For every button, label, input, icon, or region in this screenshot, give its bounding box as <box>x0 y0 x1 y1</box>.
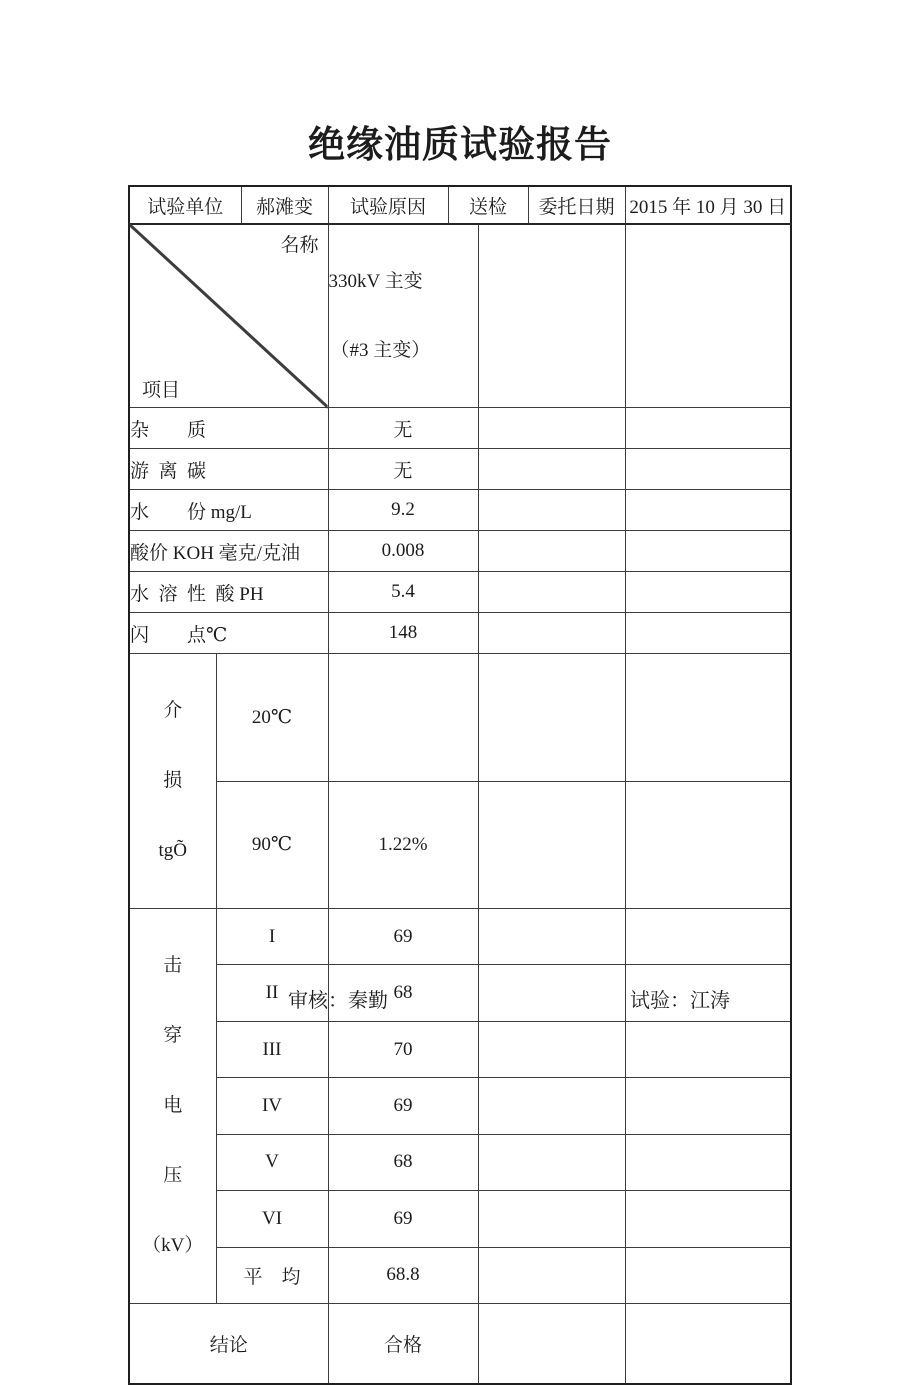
cell-free-carbon-value: 无 <box>328 449 478 490</box>
cell-test-unit-value: 郝滩变 <box>241 186 328 224</box>
cell-test-unit-label: 试验单位 <box>129 186 241 224</box>
cell-empty <box>478 781 625 909</box>
page-title: 绝缘油质试验报告 <box>308 125 612 166</box>
cell-breakdown-6-label: VI <box>216 1191 328 1247</box>
cell-conclusion-label: 结论 <box>129 1304 328 1384</box>
diagonal-label-item: 项目 <box>142 380 181 401</box>
cell-empty <box>478 224 625 408</box>
cell-breakdown-4-value: 69 <box>328 1078 478 1134</box>
cell-empty <box>478 490 625 531</box>
row-flash-point <box>129 613 791 654</box>
cell-reason-value: 送检 <box>448 186 528 224</box>
cell-empty <box>625 613 791 654</box>
row-dielectric-90 <box>129 781 791 909</box>
cell-breakdown-5-value: 68 <box>328 1134 478 1190</box>
cell-empty <box>625 531 791 572</box>
dielectric-label-line: 损 <box>163 770 183 791</box>
cell-date-value: 2015 年 10 月 30 日 <box>625 186 791 224</box>
header-row <box>129 186 791 224</box>
cell-empty <box>625 909 791 965</box>
cell-empty <box>478 1134 625 1190</box>
cell-acid-value-value: 0.008 <box>328 531 478 572</box>
cell-empty <box>625 408 791 449</box>
cell-free-carbon-label: 游 离 碳 <box>129 449 328 490</box>
cell-breakdown-1-label: I <box>216 909 328 965</box>
diagonal-row <box>129 224 791 408</box>
cell-impurity-label: 杂 质 <box>129 408 328 449</box>
cell-flash-point-value: 148 <box>328 613 478 654</box>
dielectric-label-line: 介 <box>163 700 183 721</box>
sample-name-line1: 330kV 主变 <box>328 271 423 292</box>
cell-sample-name <box>328 224 478 408</box>
row-moisture <box>129 490 791 531</box>
row-breakdown-3 <box>129 1021 791 1077</box>
cell-empty <box>625 572 791 613</box>
cell-empty <box>478 572 625 613</box>
cell-breakdown-3-value: 70 <box>328 1021 478 1077</box>
row-breakdown-6 <box>129 1191 791 1247</box>
cell-empty <box>625 1191 791 1247</box>
cell-empty <box>625 781 791 909</box>
cell-reason-label: 试验原因 <box>328 186 448 224</box>
cell-empty <box>625 490 791 531</box>
cell-empty <box>625 1021 791 1077</box>
cell-empty <box>478 531 625 572</box>
cell-empty <box>478 1304 625 1384</box>
row-acid-value <box>129 531 791 572</box>
cell-empty <box>625 654 791 782</box>
cell-empty <box>478 1078 625 1134</box>
breakdown-label-line: 穿 <box>163 1025 183 1046</box>
diagonal-header-cell <box>129 224 328 408</box>
cell-breakdown-2-value: 68 <box>328 965 478 1021</box>
cell-empty <box>478 654 625 782</box>
cell-acid-value-label: 酸价 KOH 毫克/克油 <box>129 531 328 572</box>
cell-water-soluble-acid-value: 5.4 <box>328 572 478 613</box>
cell-flash-point-label: 闪 点℃ <box>129 613 328 654</box>
cell-empty <box>478 449 625 490</box>
tester-signature: 试验：江涛 <box>630 990 730 1012</box>
cell-empty <box>478 408 625 449</box>
cell-empty <box>478 965 625 1021</box>
row-water-soluble-acid <box>129 572 791 613</box>
cell-breakdown-4-label: IV <box>216 1078 328 1134</box>
diagonal-label-name: 名称 <box>280 235 319 256</box>
sample-name-line2: （#3 主变） <box>330 340 431 361</box>
cell-breakdown-2-label: II <box>216 965 328 1021</box>
cell-dielectric-group-label <box>129 654 216 909</box>
cell-water-soluble-acid-label: 水 溶 性 酸 PH <box>129 572 328 613</box>
breakdown-label-line: 击 <box>163 955 183 976</box>
cell-conclusion-value: 合格 <box>328 1304 478 1384</box>
row-impurity <box>129 408 791 449</box>
row-conclusion <box>129 1304 791 1384</box>
cell-breakdown-3-label: III <box>216 1021 328 1077</box>
row-breakdown-4 <box>129 1078 791 1134</box>
row-dielectric-20 <box>129 654 791 782</box>
reviewer-signature: 审核：秦勤 <box>288 990 388 1012</box>
cell-breakdown-5-label: V <box>216 1134 328 1190</box>
row-breakdown-1 <box>129 909 791 965</box>
cell-breakdown-group-label <box>129 909 216 1304</box>
cell-dielectric-90-value: 1.22% <box>328 781 478 909</box>
cell-dielectric-20-label: 20℃ <box>216 654 328 782</box>
cell-dielectric-20-value <box>328 654 478 782</box>
cell-empty <box>625 1078 791 1134</box>
dielectric-label-line: tgÕ <box>158 840 187 861</box>
cell-moisture-label: 水 份 mg/L <box>129 490 328 531</box>
cell-empty <box>478 1247 625 1303</box>
cell-date-label: 委托日期 <box>528 186 625 224</box>
cell-breakdown-6-value: 69 <box>328 1191 478 1247</box>
cell-empty <box>625 1134 791 1190</box>
breakdown-label-line: 压 <box>163 1165 183 1186</box>
cell-moisture-value: 9.2 <box>328 490 478 531</box>
cell-breakdown-average-value: 68.8 <box>328 1247 478 1303</box>
row-breakdown-5 <box>129 1134 791 1190</box>
cell-breakdown-1-value: 69 <box>328 909 478 965</box>
cell-empty <box>625 449 791 490</box>
report-table <box>128 185 792 1385</box>
cell-dielectric-90-label: 90℃ <box>216 781 328 909</box>
cell-empty <box>625 1247 791 1303</box>
cell-empty <box>478 613 625 654</box>
cell-breakdown-average-label: 平 均 <box>216 1247 328 1303</box>
breakdown-label-line: 电 <box>163 1095 183 1116</box>
cell-empty <box>478 909 625 965</box>
cell-empty <box>478 1191 625 1247</box>
breakdown-label-line: （kV） <box>142 1235 204 1256</box>
cell-empty <box>625 224 791 408</box>
row-breakdown-average <box>129 1247 791 1303</box>
cell-empty <box>478 1021 625 1077</box>
cell-impurity-value: 无 <box>328 408 478 449</box>
cell-empty <box>625 1304 791 1384</box>
row-free-carbon <box>129 449 791 490</box>
